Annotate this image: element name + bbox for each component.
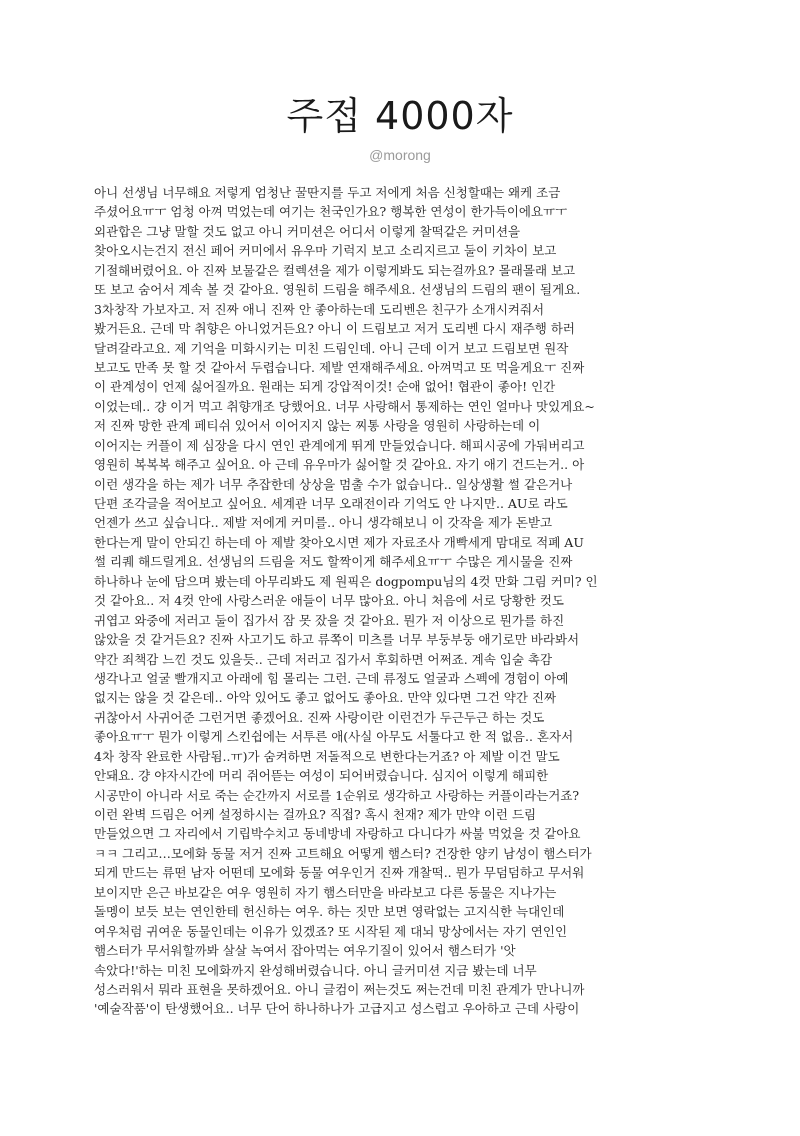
body-line: 썰 리퀘 해드릴게요. 선생님의 드림을 저도 할짝이게 해주세요ㅠㅜ 수많은 게시물을 진짜 (94, 554, 573, 570)
body-line: 주셨어요ㅠㅜ 엄청 아껴 먹었는데 여기는 천국인가요? 행복한 연성이 한가득이에요ㅠㅜ (94, 204, 568, 220)
body-line: 귀엽고 와중에 저러고 둘이 집가서 잠 못 잤을 것 같아요. 뭔가 저 이상으로 뭔가를 하진 (94, 612, 565, 628)
body-line: 달려갈라고요. 제 기억을 미화시키는 미친 드림인데. 아니 근데 이거 보고 드림보면 원작 (94, 340, 569, 356)
body-line: 돌멩이 보듯 보는 연인한테 헌신하는 여우. 하는 짓만 보면 영락없는 고지식한 늑대인데 (94, 904, 565, 920)
body-line: 기절해버렸어요. 아 진짜 보물같은 컬렉션을 제가 이렇게봐도 되는걸까요? 몰래몰래 보고 (94, 262, 576, 278)
body-line: 외관합은 그냥 말할 것도 없고 아니 커미션은 어디서 이렇게 찰떡같은 커미션을 (94, 223, 521, 239)
body-line: 좋아요ㅠㅜ 뭔가 이렇게 스킨쉽에는 서투른 애(사실 아무도 서툴다고 한 적 없음.. 혼자서 (94, 729, 574, 745)
author-handle: @morong (369, 147, 431, 163)
body-line: 것 같아요.. 저 4컷 안에 사랑스러운 애들이 너무 많아요. 아니 처음에 서로 당황한 컷도 (94, 593, 565, 609)
body-line: ㅋㅋ 그리고…모에화 동물 저거 진짜 고트해요 어떻게 햄스터? 건장한 양키 남성이 햄스터가 (94, 845, 592, 861)
body-line: '예술작품'이 탄생했어요.. 너무 단어 하나하나가 고급지고 성스럽고 우아하고 근데 사랑이 (94, 1001, 580, 1017)
body-line: 속았다!'하는 미친 모에화까지 완성해버렸습니다. 아니 글커미션 지금 봤는데 너무 (94, 962, 537, 978)
body-line: 시공만이 아니라 서로 죽는 순간까지 서로를 1순위로 생각하고 사랑하는 커플이라는거죠? (94, 787, 580, 803)
body-line: 되게 만드는 류떤 남자 어떤데 모에화 동물 여우인거 진짜 개찰떡.. 뭔가 무덤덤하고 무서워 (94, 865, 585, 881)
body-line: 약간 죄책감 느낀 것도 있을듯.. 근데 저러고 집가서 후회하면 어쩌죠. 계속 입술 촉감 (94, 651, 553, 667)
body-line: 귀찮아서 사귀어준 그런거면 좋겠어요. 진짜 사랑이란 이런건가 두근두근 하는 것도 (94, 709, 545, 725)
body-line: 안돼요. 걍 야자시간에 머리 쥐어뜯는 여성이 되어버렸습니다. 심지어 이렇게 해피한 (94, 768, 549, 784)
body-line: 보고도 만족 못 할 것 같아서 두렵습니다. 제발 연재해주세요. 아껴먹고 또 먹을게요ㅜ 진짜 (94, 359, 585, 375)
body-line: 여우처럼 귀여운 동물인데는 이유가 있겠죠? 또 시작된 제 대뇌 망상에서는 자기 연인인 (94, 923, 568, 939)
body-line: 보이지만 은근 바보같은 여우 영원히 자기 햄스터만을 바라보고 다른 동물은 지나가는 (94, 884, 557, 900)
document-title: 주접 4000자 (286, 94, 514, 138)
body-paragraph (94, 183, 706, 1019)
body-line: 아니 선생님 너무해요 저렇게 엄청난 꿀딴지를 두고 저에게 처음 신청할때는 왜케 조금 (94, 185, 561, 200)
body-line: 않았을 것 같거든요? 진짜 사고기도 하고 류쪽이 미츠를 너무 부둥부둥 애기로만 바라봐서 (94, 632, 580, 648)
body-line: 단편 조각글을 적어보고 싶어요. 세계관 너무 오래전이라 기억도 안 나지만.. AU로 라도 (94, 496, 568, 511)
body-line: 찾아오시는건지 전신 페어 커미에서 유우마 기럭지 보고 소리지르고 둘이 키차이 보고 (94, 243, 557, 259)
body-line: 언젠가 쓰고 싶습니다.. 제발 저에게 커미를.. 아니 생각해보니 이 갓작을 제가 돈받고 (94, 515, 553, 531)
body-line: 이어지는 커플이 제 심장을 다시 연인 관계에게 뛰게 만들었습니다. 해피시공에 가둬버리고 (94, 437, 585, 453)
body-line: 없지는 않을 것 같은데.. 아악 있어도 좋고 없어도 좋아요. 만약 있다면 그건 약간 진짜 (94, 690, 557, 706)
body-line: 한다는게 말이 안되긴 하는데 아 제발 찾아오시면 제가 자료조사 개빡세게 맘대로 적폐 AU (94, 534, 584, 550)
body-line: 3차창작 가보자고. 저 진짜 애니 진짜 안 좋아하는데 도리벤은 친구가 소개시켜줘서 (94, 301, 545, 317)
body-line: 영원히 복복복 해주고 싶어요. 아 근데 유우마가 싫어할 것 같아요. 자기 애기 건드는거.. 아 (94, 457, 585, 473)
body-line: 또 보고 숨어서 계속 볼 것 같아요. 영원히 드림을 해주세요. 선생님의 드림의 팬이 될게요. (94, 282, 581, 298)
body-line: 만들었으면 그 자리에서 기립박수치고 동네방네 자랑하고 다니다가 싸불 먹었을 것 같아요 (94, 826, 581, 842)
body-line: 하나하나 눈에 담으며 봤는데 아무리봐도 제 원픽은 dogpompu님의 4컷 만화 그림 커미? 인 (94, 573, 598, 589)
body-line: 이 관계성이 언제 싫어질까요. 원래는 되게 강압적이것! 순애 없어! 협관이 좋아! 인간 (94, 379, 556, 395)
body-line: 햄스터가 무서워할까봐 살살 녹여서 잡아먹는 여우기질이 있어서 햄스터가 '앗 (94, 943, 516, 959)
body-line: 저 진짜 망한 관계 페티쉬 있어서 이어지지 않는 찌통 사랑을 영원히 사랑하는데 이 (94, 418, 541, 434)
body-line: 성스러워서 뭐라 표현을 못하겠어요. 아니 글컴이 쩌는것도 쩌는건데 미친 관계가 만나니까 (94, 981, 585, 997)
body-line: 이런 완벽 드림은 어케 설정하시는 걸까요? 직접? 혹시 천재? 제가 만약 이런 드림 (94, 807, 537, 822)
body-line: 이런 생각을 하는 제가 너무 추잡한데 상상을 멈출 수가 없습니다.. 일상생활 썰 같은거나 (94, 476, 573, 492)
body-line: 생각나고 얼굴 빨개지고 아래에 힘 몰리는 그런. 근데 류정도 얼굴과 스펙에 경험이 아예 (94, 670, 569, 686)
body-line: 이었는데.. 걍 이거 먹고 취향개조 당했어요. 너무 사랑해서 통제하는 연인 얼마나 맛있게요~ (94, 398, 595, 414)
body-line: 4차 창작 완료한 사람됨..ㅠ)가 숨켜하면 저돌적으로 변한다는거죠? 아 제발 이건 말도 (94, 748, 560, 764)
body-line: 봤거든요. 근데 막 취향은 아니었거든요? 아니 이 드림보고 저거 도리벤 다시 재주행 하러 (94, 321, 575, 337)
